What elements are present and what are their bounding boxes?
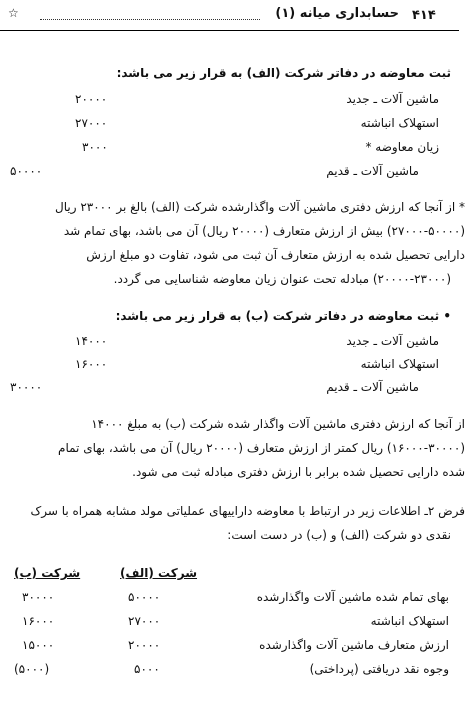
entry-a-row-label: ماشین آلات ـ قدیم <box>326 164 419 178</box>
entry-b-row-label: استهلاک انباشته <box>360 357 439 371</box>
note-b-line: (۱۶۰۰۰-۳۰۰۰۰) ریال کمتر از ارزش متعارف (۲۰۰۰۰ ریال) آن می باشد، بهای تمام <box>58 441 465 455</box>
table-cell-a: ۵۰۰۰ <box>134 662 160 676</box>
page-number: ۴۱۴ <box>412 8 436 23</box>
note-a-line: دارایی تحصیل شده به ارزش متعارف آن ثبت می شود، تفاوت دو مبلغ ارزش <box>86 248 465 262</box>
note-b-line: شده دارایی تحصیل شده برابر با ارزش دفتری مبادله ثبت می شود. <box>132 465 465 479</box>
entry-b-row-debit: ۱۶۰۰۰ <box>75 357 108 371</box>
table-cell-b: ۱۶۰۰۰ <box>22 614 55 628</box>
entry-a-row-label: ماشین آلات ـ جدید <box>346 92 439 106</box>
entry-b-row-credit: ۳۰۰۰۰ <box>10 380 43 394</box>
note-a-line: (۲۷۰۰۰-۵۰۰۰۰) بیش از ارزش متعارف (۲۰۰۰۰ ریال) آن می باشد، بهای تمام شد <box>63 224 465 238</box>
header-dots <box>40 19 260 20</box>
header-rule <box>0 30 459 31</box>
table-cell-a: ۵۰۰۰۰ <box>128 590 161 604</box>
table-cell-b: ۱۵۰۰۰ <box>22 638 55 652</box>
table-row-label: ارزش متعارف ماشین آلات واگذارشده <box>259 638 449 652</box>
entry-a-row-label: استهلاک انباشته <box>360 116 439 130</box>
assumption-line: نقدی دو شرکت (الف) و (ب) در دست است: <box>227 528 451 542</box>
entry-a-row-debit: ۳۰۰۰ <box>82 140 108 154</box>
note-b-line: از آنجا که ارزش دفتری ماشین آلات واگذار شده شرکت (ب) به مبلغ ۱۴۰۰۰ <box>91 417 465 431</box>
entry-b-heading: • ثبت معاوضه در دفاتر شرکت (ب) به قرار زیر می باشد: <box>115 309 451 323</box>
entry-b-row-debit: ۱۴۰۰۰ <box>75 334 108 348</box>
note-a-line: * از آنجا که ارزش دفتری ماشین آلات واگذارشده شرکت (الف) بالغ بر ۲۳۰۰۰ ریال <box>54 200 465 214</box>
entry-a-row-credit: ۵۰۰۰۰ <box>10 164 43 178</box>
note-a-line: (۲۰۰۰۰-۲۳۰۰۰) مبادله تحت عنوان زیان معاوضه شناسایی می گردد. <box>113 272 451 286</box>
table-row-label: وجوه نقد دریافتی (پرداختی) <box>309 662 449 676</box>
table-cell-b: ۳۰۰۰۰ <box>22 590 55 604</box>
table-cell-a: ۲۰۰۰۰ <box>128 638 161 652</box>
table-cell-b: (۵۰۰۰) <box>14 662 50 676</box>
table-col-a: شرکت (الف) <box>120 566 198 580</box>
table-row-label: بهای تمام شده ماشین آلات واگذارشده <box>256 590 449 604</box>
table-cell-a: ۲۷۰۰۰ <box>128 614 161 628</box>
table-col-b: شرکت (ب) <box>14 566 81 580</box>
entry-a-row-debit: ۲۷۰۰۰ <box>75 116 108 130</box>
entry-a-row-debit: ۲۰۰۰۰ <box>75 92 108 106</box>
entry-b-row-label: ماشین آلات ـ جدید <box>346 334 439 348</box>
table-row-label: استهلاک انباشته <box>370 614 449 628</box>
book-title: حسابداری میانه (۱) <box>275 6 399 21</box>
entry-b-row-label: ماشین آلات ـ قدیم <box>326 380 419 394</box>
entry-a-row-label: زیان معاوضه * <box>365 140 439 154</box>
assumption-line: فرض ۲ـ اطلاعات زیر در ارتباط با معاوضه داراییهای عملیاتی مولد مشابه همراه با سرک <box>30 504 465 518</box>
entry-a-heading: ثبت معاوضه در دفاتر شرکت (الف) به قرار زیر می باشد: <box>116 66 451 80</box>
star-icon: ☆ <box>8 6 19 20</box>
